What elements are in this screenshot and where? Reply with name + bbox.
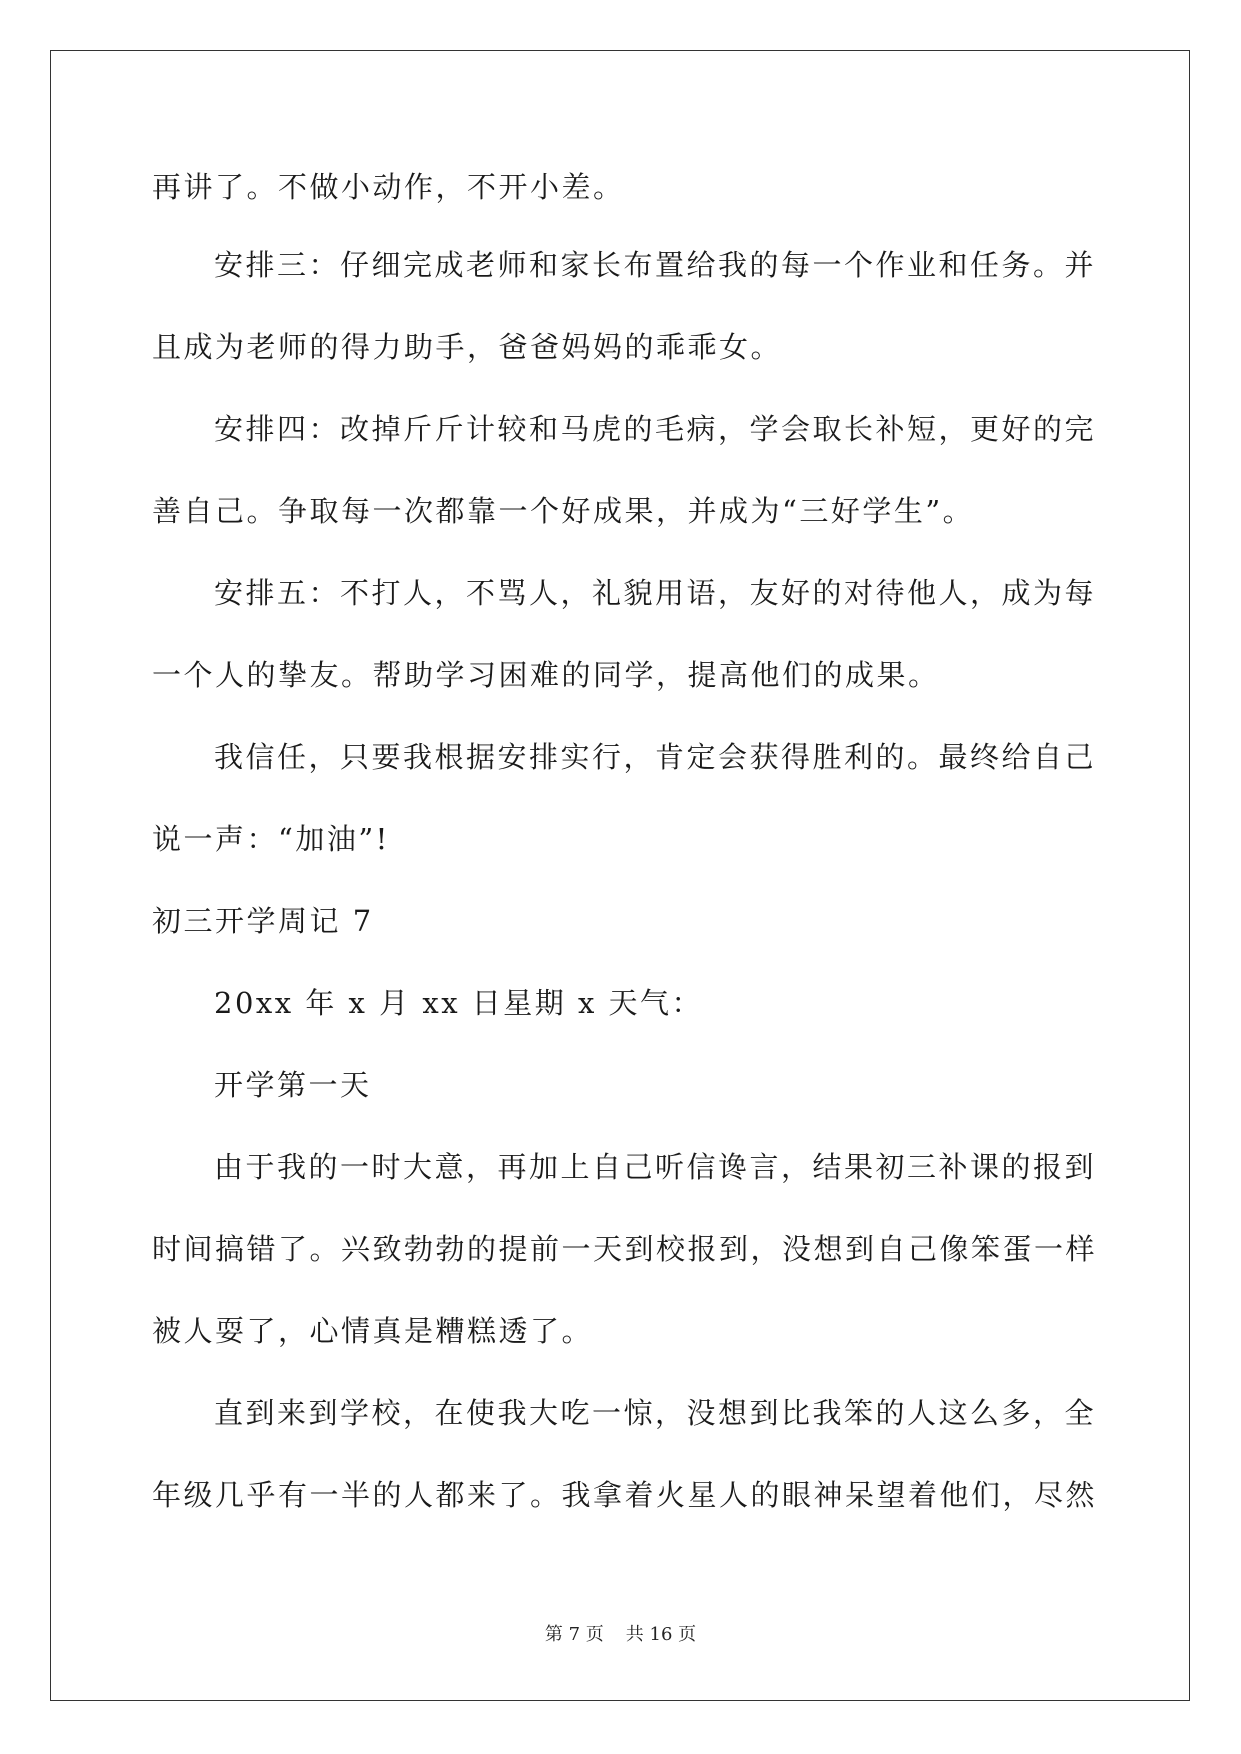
text-line: 年级几乎有一半的人都来了。我拿着火星人的眼神呆望着他们，尽然 xyxy=(152,1478,1098,1512)
text-line: 由于我的一时大意，再加上自己听信谗言，结果初三补课的报到 xyxy=(214,1150,1097,1184)
page-total: 共 16 页 xyxy=(625,1624,697,1645)
section-heading: 初三开学周记 7 xyxy=(152,904,374,938)
text-line: 一个人的挚友。帮助学习困难的同学，提高他们的成果。 xyxy=(152,658,940,692)
page-number: 第 7 页 xyxy=(544,1624,604,1645)
date-line: 20xx 年 x 月 xx 日星期 x 天气： xyxy=(214,986,704,1020)
text-line: 时间搞错了。兴致勃勃的提前一天到校报到，没想到自己像笨蛋一样 xyxy=(152,1232,1098,1266)
text-line: 安排四：改掉斤斤计较和马虎的毛病，学会取长补短，更好的完 xyxy=(214,412,1097,446)
text-line: 善自己。争取每一次都靠一个好成果，并成为“三好学生”。 xyxy=(152,494,975,528)
text-line: 且成为老师的得力助手，爸爸妈妈的乖乖女。 xyxy=(152,330,783,364)
text-line: 安排五：不打人，不骂人，礼貌用语，友好的对待他人，成为每 xyxy=(214,576,1097,610)
entry-title: 开学第一天 xyxy=(214,1068,372,1102)
text-line: 我信任，只要我根据安排实行，肯定会获得胜利的。最终给自己 xyxy=(214,740,1097,774)
text-line: 安排三：仔细完成老师和家长布置给我的每一个作业和任务。并 xyxy=(214,248,1097,282)
text-line: 被人耍了，心情真是糟糕透了。 xyxy=(152,1314,594,1348)
text-line: 直到来到学校，在使我大吃一惊，没想到比我笨的人这么多，全 xyxy=(214,1396,1097,1430)
page-footer xyxy=(0,1620,1241,1646)
text-line: 说一声：“加油”! xyxy=(152,822,390,856)
text-line: 再讲了。不做小动作，不开小差。 xyxy=(152,170,625,204)
document-body xyxy=(152,150,1098,1536)
